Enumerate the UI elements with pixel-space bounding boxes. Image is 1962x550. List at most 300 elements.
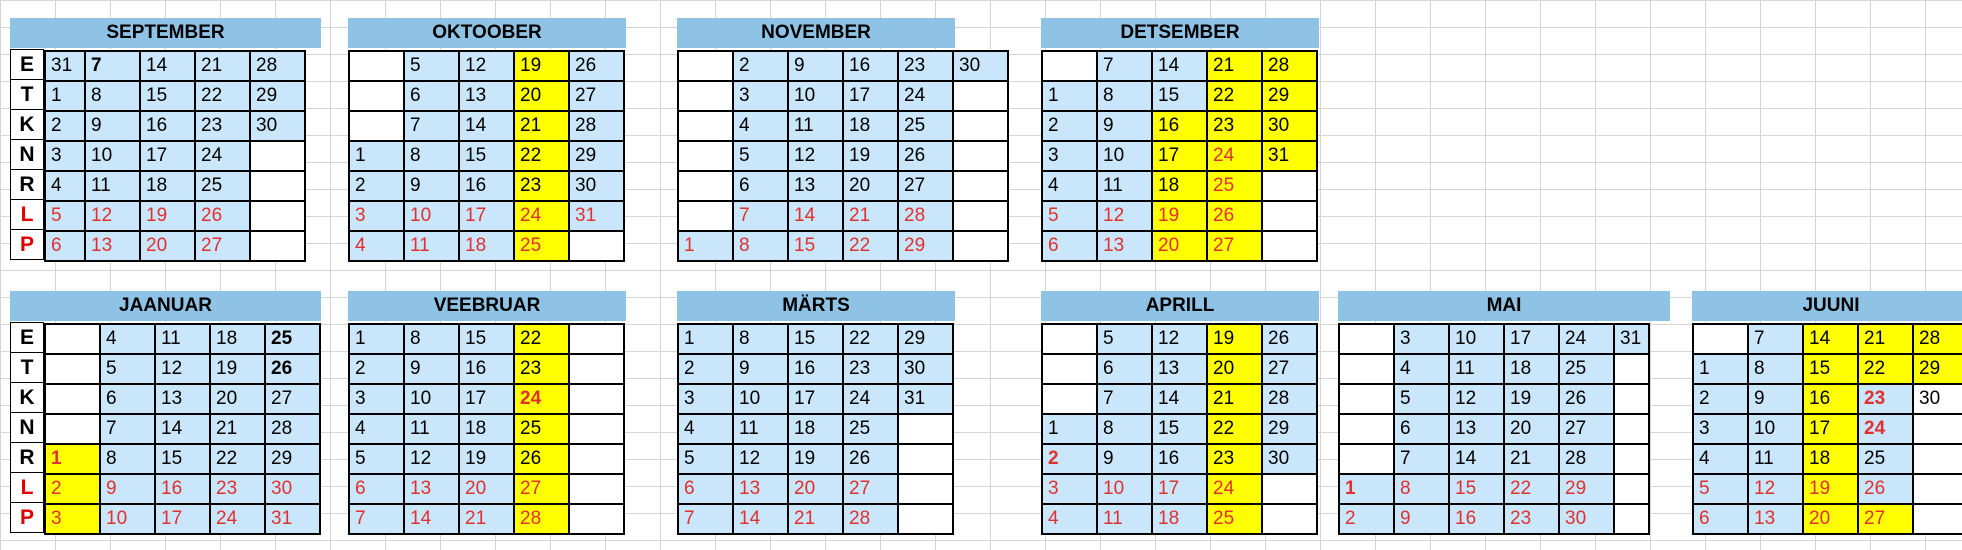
day-cell: 9 — [404, 354, 459, 384]
month-header: MAI — [1338, 291, 1670, 321]
day-cell: 12 — [85, 201, 140, 231]
day-cell: 5 — [100, 354, 155, 384]
day-cell: 10 — [404, 384, 459, 414]
week-row — [678, 111, 1008, 141]
day-cell: 13 — [1748, 504, 1803, 534]
empty-day-cell — [1262, 504, 1317, 534]
week-row — [349, 384, 624, 414]
empty-day-cell — [953, 111, 1008, 141]
day-cell: 28 — [898, 201, 953, 231]
day-cell: 16 — [1803, 384, 1858, 414]
day-cell: 11 — [85, 171, 140, 201]
day-cell: 16 — [1449, 504, 1504, 534]
day-cell: 9 — [1097, 111, 1152, 141]
day-cell: 14 — [459, 111, 514, 141]
week-row — [678, 354, 953, 384]
month-header: MÄRTS — [677, 291, 955, 321]
day-cell: 3 — [1693, 414, 1748, 444]
day-cell: 23 — [843, 354, 898, 384]
day-cell: 2 — [733, 51, 788, 81]
empty-day-cell — [45, 414, 100, 444]
day-cell: 4 — [733, 111, 788, 141]
empty-day-cell — [898, 444, 953, 474]
day-cell: 14 — [155, 414, 210, 444]
day-cell: 20 — [210, 384, 265, 414]
weekday-letter: N — [10, 412, 44, 443]
day-cell: 29 — [1262, 81, 1317, 111]
empty-day-cell — [250, 201, 305, 231]
day-cell: 28 — [265, 414, 320, 444]
day-cell: 19 — [1803, 474, 1858, 504]
day-cell: 31 — [569, 201, 624, 231]
day-cell: 14 — [1449, 444, 1504, 474]
day-cell: 30 — [898, 354, 953, 384]
day-cell: 22 — [195, 81, 250, 111]
day-cell: 31 — [898, 384, 953, 414]
day-cell: 2 — [678, 354, 733, 384]
day-cell: 26 — [1858, 474, 1913, 504]
day-cell: 16 — [788, 354, 843, 384]
day-cell: 11 — [1097, 504, 1152, 534]
week-row — [678, 444, 953, 474]
empty-day-cell — [1614, 474, 1649, 504]
week-row — [678, 171, 1008, 201]
empty-day-cell — [1913, 414, 1962, 444]
day-cell: 14 — [1152, 384, 1207, 414]
day-cell: 16 — [1152, 111, 1207, 141]
day-cell: 22 — [1207, 81, 1262, 111]
weekday-letter: E — [10, 322, 44, 353]
week-row — [1693, 354, 1962, 384]
day-cell: 9 — [404, 171, 459, 201]
weekday-letter: T — [10, 352, 44, 383]
day-cell: 14 — [404, 504, 459, 534]
day-cell: 4 — [678, 414, 733, 444]
day-cell: 15 — [155, 444, 210, 474]
day-cell: 17 — [1152, 141, 1207, 171]
week-row — [678, 414, 953, 444]
day-cell: 30 — [265, 474, 320, 504]
day-cell: 24 — [195, 141, 250, 171]
week-row — [45, 171, 305, 201]
day-cell: 25 — [265, 324, 320, 354]
day-cell: 4 — [1042, 504, 1097, 534]
week-row — [45, 384, 320, 414]
empty-day-cell — [1614, 414, 1649, 444]
day-cell: 16 — [843, 51, 898, 81]
day-cell: 14 — [733, 504, 788, 534]
day-cell: 24 — [1207, 474, 1262, 504]
empty-day-cell — [1614, 354, 1649, 384]
day-cell: 23 — [1207, 111, 1262, 141]
day-cell: 26 — [898, 141, 953, 171]
weekday-letter: P — [10, 229, 44, 260]
day-cell: 4 — [1042, 171, 1097, 201]
day-cell: 22 — [514, 141, 569, 171]
empty-day-cell — [1339, 414, 1394, 444]
day-cell: 6 — [733, 171, 788, 201]
weekday-letter: L — [10, 472, 44, 503]
empty-day-cell — [569, 324, 624, 354]
day-cell: 16 — [140, 111, 195, 141]
month-header: SEPTEMBER — [10, 18, 321, 48]
month-header: NOVEMBER — [677, 18, 955, 48]
week-row — [1339, 414, 1649, 444]
day-cell: 5 — [45, 201, 85, 231]
day-cell: 22 — [210, 444, 265, 474]
day-cell: 9 — [1394, 504, 1449, 534]
day-cell: 3 — [349, 384, 404, 414]
week-row — [1042, 141, 1317, 171]
day-cell: 23 — [210, 474, 265, 504]
day-cell: 18 — [140, 171, 195, 201]
day-cell: 17 — [140, 141, 195, 171]
weekday-letter: P — [10, 502, 44, 533]
day-cell: 12 — [1152, 324, 1207, 354]
week-row — [349, 201, 624, 231]
day-cell: 22 — [843, 324, 898, 354]
day-cell: 27 — [898, 171, 953, 201]
day-cell: 1 — [45, 81, 85, 111]
day-cell: 30 — [1262, 111, 1317, 141]
week-row — [678, 81, 1008, 111]
month-day-grid — [348, 50, 625, 262]
empty-day-cell — [953, 231, 1008, 261]
day-cell: 21 — [843, 201, 898, 231]
day-cell: 15 — [1152, 414, 1207, 444]
empty-day-cell — [349, 81, 404, 111]
empty-day-cell — [1339, 354, 1394, 384]
day-cell: 28 — [514, 504, 569, 534]
empty-day-cell — [1262, 171, 1317, 201]
week-row — [349, 414, 624, 444]
week-row — [1042, 51, 1317, 81]
day-cell: 6 — [678, 474, 733, 504]
day-cell: 19 — [514, 51, 569, 81]
week-row — [1042, 414, 1317, 444]
empty-day-cell — [1262, 201, 1317, 231]
empty-day-cell — [1614, 504, 1649, 534]
day-cell: 25 — [1559, 354, 1614, 384]
day-cell: 20 — [140, 231, 195, 261]
empty-day-cell — [1913, 474, 1962, 504]
day-cell: 18 — [1803, 444, 1858, 474]
day-cell: 28 — [569, 111, 624, 141]
week-row — [1693, 324, 1962, 354]
day-cell: 12 — [155, 354, 210, 384]
day-cell: 31 — [265, 504, 320, 534]
empty-day-cell — [678, 81, 733, 111]
day-cell: 18 — [459, 231, 514, 261]
day-cell: 27 — [843, 474, 898, 504]
day-cell: 5 — [678, 444, 733, 474]
day-cell: 26 — [514, 444, 569, 474]
day-cell: 29 — [250, 81, 305, 111]
day-cell: 13 — [85, 231, 140, 261]
day-cell: 15 — [788, 231, 843, 261]
day-cell: 22 — [843, 231, 898, 261]
empty-day-cell — [678, 111, 733, 141]
day-cell: 3 — [349, 201, 404, 231]
day-cell: 16 — [459, 171, 514, 201]
weekday-letter: K — [10, 382, 44, 413]
day-cell: 26 — [1207, 201, 1262, 231]
day-cell: 11 — [155, 324, 210, 354]
day-cell: 20 — [514, 81, 569, 111]
day-cell: 6 — [1693, 504, 1748, 534]
month-day-grid — [1692, 323, 1962, 535]
day-cell: 27 — [569, 81, 624, 111]
day-cell: 1 — [1693, 354, 1748, 384]
day-cell: 20 — [1504, 414, 1559, 444]
day-cell: 29 — [1262, 414, 1317, 444]
day-cell: 16 — [459, 354, 514, 384]
day-cell: 4 — [100, 324, 155, 354]
day-cell: 28 — [1262, 384, 1317, 414]
day-cell: 7 — [678, 504, 733, 534]
day-cell: 1 — [1042, 414, 1097, 444]
week-row — [45, 141, 305, 171]
empty-day-cell — [250, 171, 305, 201]
week-row — [1339, 474, 1649, 504]
day-cell: 19 — [459, 444, 514, 474]
day-cell: 25 — [1207, 504, 1262, 534]
week-row — [45, 414, 320, 444]
month-header: APRILL — [1041, 291, 1319, 321]
week-row — [1339, 324, 1649, 354]
empty-day-cell — [1693, 324, 1748, 354]
day-cell: 11 — [733, 414, 788, 444]
empty-day-cell — [953, 171, 1008, 201]
day-cell: 23 — [514, 171, 569, 201]
week-row — [45, 504, 320, 534]
day-cell: 5 — [1097, 324, 1152, 354]
day-cell: 9 — [1097, 444, 1152, 474]
week-row — [349, 81, 624, 111]
day-cell: 15 — [1449, 474, 1504, 504]
empty-day-cell — [45, 354, 100, 384]
day-cell: 6 — [1042, 231, 1097, 261]
week-row — [1339, 354, 1649, 384]
empty-day-cell — [953, 201, 1008, 231]
day-cell: 13 — [459, 81, 514, 111]
day-cell: 25 — [514, 414, 569, 444]
week-row — [678, 474, 953, 504]
day-cell: 15 — [459, 324, 514, 354]
day-cell: 19 — [843, 141, 898, 171]
day-cell: 28 — [250, 51, 305, 81]
day-cell: 30 — [1559, 504, 1614, 534]
day-cell: 20 — [459, 474, 514, 504]
day-cell: 21 — [210, 414, 265, 444]
month-day-grid — [1041, 323, 1318, 535]
day-cell: 11 — [788, 111, 843, 141]
empty-day-cell — [569, 354, 624, 384]
day-cell: 3 — [1042, 474, 1097, 504]
week-row — [349, 354, 624, 384]
day-cell: 23 — [1207, 444, 1262, 474]
day-cell: 26 — [1559, 384, 1614, 414]
empty-day-cell — [569, 474, 624, 504]
day-cell: 27 — [1207, 231, 1262, 261]
day-cell: 24 — [898, 81, 953, 111]
day-cell: 12 — [459, 51, 514, 81]
day-cell: 15 — [788, 324, 843, 354]
day-cell: 8 — [733, 231, 788, 261]
day-cell: 27 — [1559, 414, 1614, 444]
day-cell: 7 — [1748, 324, 1803, 354]
day-cell: 27 — [514, 474, 569, 504]
weekday-letter-column — [10, 323, 44, 533]
day-cell: 2 — [1042, 111, 1097, 141]
week-row — [349, 231, 624, 261]
day-cell: 11 — [1748, 444, 1803, 474]
day-cell: 29 — [1913, 354, 1962, 384]
day-cell: 14 — [1803, 324, 1858, 354]
day-cell: 10 — [788, 81, 843, 111]
day-cell: 20 — [788, 474, 843, 504]
day-cell: 26 — [195, 201, 250, 231]
day-cell: 1 — [1042, 81, 1097, 111]
day-cell: 29 — [898, 324, 953, 354]
week-row — [1042, 201, 1317, 231]
day-cell: 18 — [459, 414, 514, 444]
day-cell: 28 — [1262, 51, 1317, 81]
week-row — [349, 51, 624, 81]
month-header: DETSEMBER — [1041, 18, 1319, 48]
day-cell: 17 — [1504, 324, 1559, 354]
day-cell: 1 — [678, 231, 733, 261]
day-cell: 21 — [195, 51, 250, 81]
week-row — [1042, 324, 1317, 354]
day-cell: 12 — [788, 141, 843, 171]
day-cell: 30 — [1262, 444, 1317, 474]
day-cell: 5 — [349, 444, 404, 474]
empty-day-cell — [45, 324, 100, 354]
day-cell: 7 — [733, 201, 788, 231]
day-cell: 28 — [843, 504, 898, 534]
day-cell: 19 — [1207, 324, 1262, 354]
day-cell: 17 — [155, 504, 210, 534]
week-row — [1042, 384, 1317, 414]
week-row — [45, 201, 305, 231]
month-header: VEEBRUAR — [348, 291, 626, 321]
empty-day-cell — [953, 141, 1008, 171]
day-cell: 24 — [1207, 141, 1262, 171]
empty-day-cell — [953, 81, 1008, 111]
empty-day-cell — [1042, 324, 1097, 354]
day-cell: 7 — [1097, 51, 1152, 81]
day-cell: 16 — [155, 474, 210, 504]
empty-day-cell — [678, 141, 733, 171]
day-cell: 23 — [898, 51, 953, 81]
week-row — [45, 474, 320, 504]
day-cell: 15 — [1803, 354, 1858, 384]
day-cell: 24 — [514, 384, 569, 414]
empty-day-cell — [569, 444, 624, 474]
weekday-letter: N — [10, 139, 44, 170]
day-cell: 21 — [459, 504, 514, 534]
day-cell: 25 — [898, 111, 953, 141]
empty-day-cell — [1339, 384, 1394, 414]
month-day-grid — [677, 50, 1009, 262]
month-day-grid — [44, 323, 321, 535]
day-cell: 22 — [1504, 474, 1559, 504]
day-cell: 6 — [100, 384, 155, 414]
empty-day-cell — [1614, 384, 1649, 414]
day-cell: 29 — [898, 231, 953, 261]
day-cell: 11 — [404, 231, 459, 261]
week-row — [1042, 111, 1317, 141]
day-cell: 21 — [1207, 51, 1262, 81]
day-cell: 7 — [1097, 384, 1152, 414]
month-header: JUUNI — [1692, 291, 1962, 321]
week-row — [1042, 474, 1317, 504]
month-day-grid — [348, 323, 625, 535]
week-row — [1042, 504, 1317, 534]
day-cell: 19 — [210, 354, 265, 384]
day-cell: 12 — [1748, 474, 1803, 504]
week-row — [1693, 414, 1962, 444]
empty-day-cell — [1042, 51, 1097, 81]
day-cell: 24 — [210, 504, 265, 534]
day-cell: 27 — [1858, 504, 1913, 534]
day-cell: 30 — [1913, 384, 1962, 414]
day-cell: 24 — [843, 384, 898, 414]
day-cell: 1 — [349, 324, 404, 354]
day-cell: 26 — [843, 444, 898, 474]
day-cell: 23 — [1504, 504, 1559, 534]
month-header: JAANUAR — [10, 291, 321, 321]
day-cell: 10 — [733, 384, 788, 414]
day-cell: 22 — [1207, 414, 1262, 444]
week-row — [349, 474, 624, 504]
day-cell: 7 — [85, 51, 140, 81]
day-cell: 3 — [1042, 141, 1097, 171]
day-cell: 31 — [1614, 324, 1649, 354]
day-cell: 30 — [953, 51, 1008, 81]
day-cell: 8 — [1748, 354, 1803, 384]
day-cell: 5 — [733, 141, 788, 171]
day-cell: 13 — [155, 384, 210, 414]
day-cell: 9 — [85, 111, 140, 141]
day-cell: 1 — [1339, 474, 1394, 504]
day-cell: 10 — [1097, 141, 1152, 171]
day-cell: 25 — [195, 171, 250, 201]
week-row — [45, 231, 305, 261]
day-cell: 21 — [514, 111, 569, 141]
day-cell: 1 — [349, 141, 404, 171]
day-cell: 20 — [1803, 504, 1858, 534]
day-cell: 21 — [788, 504, 843, 534]
week-row — [1693, 444, 1962, 474]
week-row — [349, 111, 624, 141]
week-row — [1042, 444, 1317, 474]
day-cell: 7 — [349, 504, 404, 534]
day-cell: 17 — [459, 201, 514, 231]
week-row — [45, 324, 320, 354]
day-cell: 10 — [85, 141, 140, 171]
day-cell: 23 — [1858, 384, 1913, 414]
day-cell: 9 — [788, 51, 843, 81]
day-cell: 2 — [1042, 444, 1097, 474]
day-cell: 15 — [1152, 81, 1207, 111]
day-cell: 4 — [349, 231, 404, 261]
week-row — [1042, 171, 1317, 201]
empty-day-cell — [569, 504, 624, 534]
day-cell: 26 — [569, 51, 624, 81]
week-row — [678, 141, 1008, 171]
